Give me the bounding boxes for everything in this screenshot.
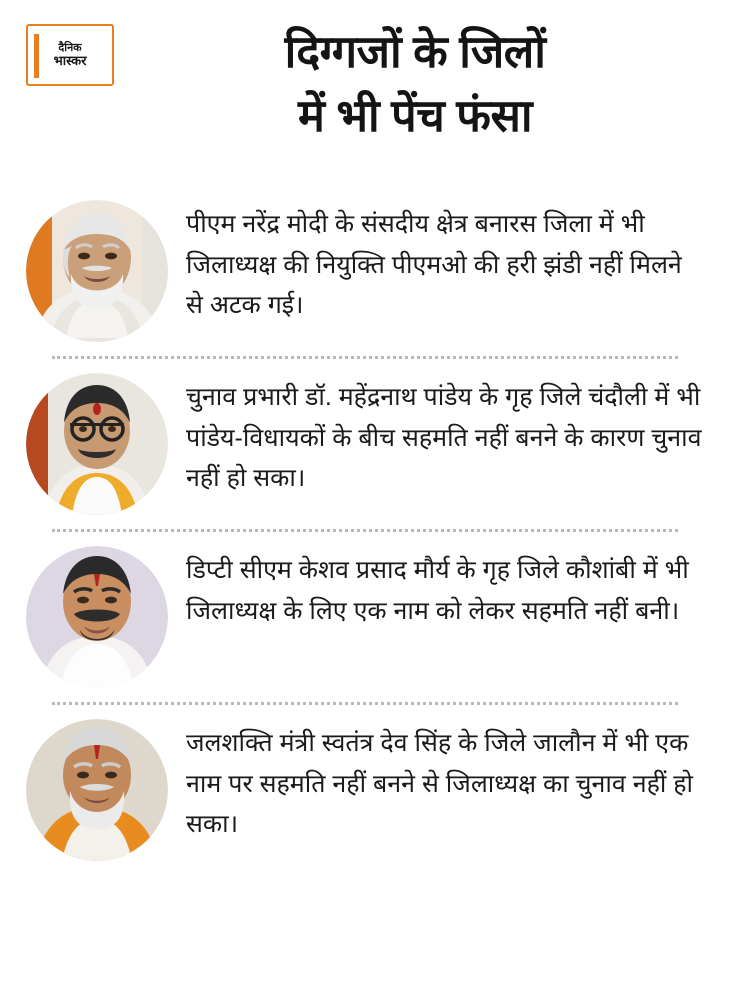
list-item-text: चुनाव प्रभारी डॉ. महेंद्रनाथ पांडेय के गृह जिले चंदौली में भी पांडेय-विधायकों के बीच सहमति नहीं बनने के कारण चुनाव नहीं हो सका। [186, 383, 702, 492]
mahendranath-pandey-photo [26, 373, 168, 515]
list-item [26, 705, 704, 875]
list-item-text: डिप्टी सीएम केशव प्रसाद मौर्य के गृह जिले कौशांबी में भी जिलाध्यक्ष के लिए एक नाम को लेकर सहमति नहीं बनी। [186, 556, 689, 625]
logo-accent-bar [34, 34, 39, 78]
list-item-text: जलशक्ति मंत्री स्वतंत्र देव सिंह के जिले जालौन में भी एक नाम पर सहमति नहीं बनने से जिलाध्यक्ष का चुनाव नहीं हो सका। [186, 729, 694, 838]
list-item [26, 186, 704, 356]
header [0, 0, 730, 186]
logo-line1: दैनिक [58, 41, 82, 54]
swatantra-dev-singh-photo [26, 719, 168, 861]
logo-line2: भास्कर [53, 52, 87, 68]
logo-container [26, 24, 118, 86]
headline-line-1: दिग्गजों के जिलों [284, 26, 546, 77]
list-item-text: पीएम नरेंद्र मोदी के संसदीय क्षेत्र बनारस जिला में भी जिलाध्यक्ष की नियुक्ति पीएमओ की हरी झंडी नहीं मिलने से अटक गई। [186, 210, 682, 319]
list-item [26, 359, 704, 529]
list-item [26, 532, 704, 702]
narendra-modi-photo [26, 200, 168, 342]
dainik-bhaskar-logo [26, 24, 114, 86]
keshav-prasad-maurya-photo [26, 546, 168, 688]
page-title [118, 18, 704, 148]
item-list [0, 186, 730, 875]
headline-line-2: में भी पेंच फंसा [297, 89, 533, 141]
